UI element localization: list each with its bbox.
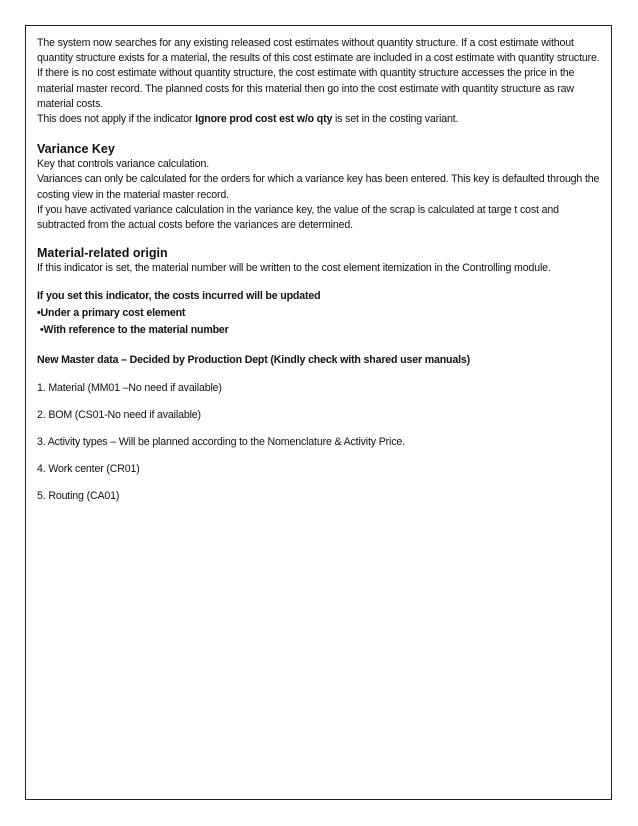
master-data-item-activity-types: 3. Activity types – Will be planned according to the Nomenclature & Activity Price.: [37, 436, 405, 449]
variance-key-heading: Variance Key: [37, 142, 115, 157]
document-body: [37, 36, 603, 505]
intro-note: [37, 112, 603, 127]
intro-note-indicator: Ignore prod cost est w/o qty: [195, 113, 333, 126]
master-data-item-work-center: 4. Work center (CR01): [37, 463, 140, 476]
indicator-effects-title: If you set this indicator, the costs incurred will be updated: [37, 290, 321, 303]
variance-key-line-1: Key that controls variance calculation.: [37, 158, 209, 171]
intro-note-prefix: This does not apply if the indicator: [37, 113, 196, 126]
intro-note-suffix: is set in the costing variant.: [332, 113, 459, 126]
material-origin-text: If this indicator is set, the material number will be written to the cost element itemization in the Controlling module.: [37, 262, 551, 275]
master-data-title: New Master data – Decided by Production Dept (Kindly check with shared user manuals): [37, 354, 471, 367]
variance-key-line-2: Variances can only be calculated for the orders for which a variance key has been entered. This key is defaulted through the costing view in the material master record.: [37, 173, 600, 201]
master-data-item-bom: 2. BOM (CS01-No need if available): [37, 408, 201, 421]
master-data-item-material: 1. Material (MM01 –No need if available): [37, 381, 222, 394]
material-origin-heading: Material-related origin: [37, 246, 168, 261]
indicator-effect-material-number: •With reference to the material number: [40, 324, 229, 337]
intro-paragraph: The system now searches for any existing released cost estimates without quantity structure. If a cost estimate without quantity structure exists for a material, the results of this cost estimate are included in a cost estimate with quantity structure. If there is no cost estimate without quantity structure, the cost estimate with quantity structure accesses the price in the material master record. The planned costs for this material then go into the cost estimate with quantity structure as raw material costs.: [37, 37, 600, 110]
variance-key-line-3: If you have activated variance calculation in the variance key, the value of the scrap is calculated at targe t cost and subtracted from the actual costs before the variances are determined.: [37, 203, 559, 232]
master-data-item-routing: 5. Routing (CA01): [37, 490, 120, 503]
indicator-effect-primary-cost: •Under a primary cost element: [37, 307, 186, 320]
